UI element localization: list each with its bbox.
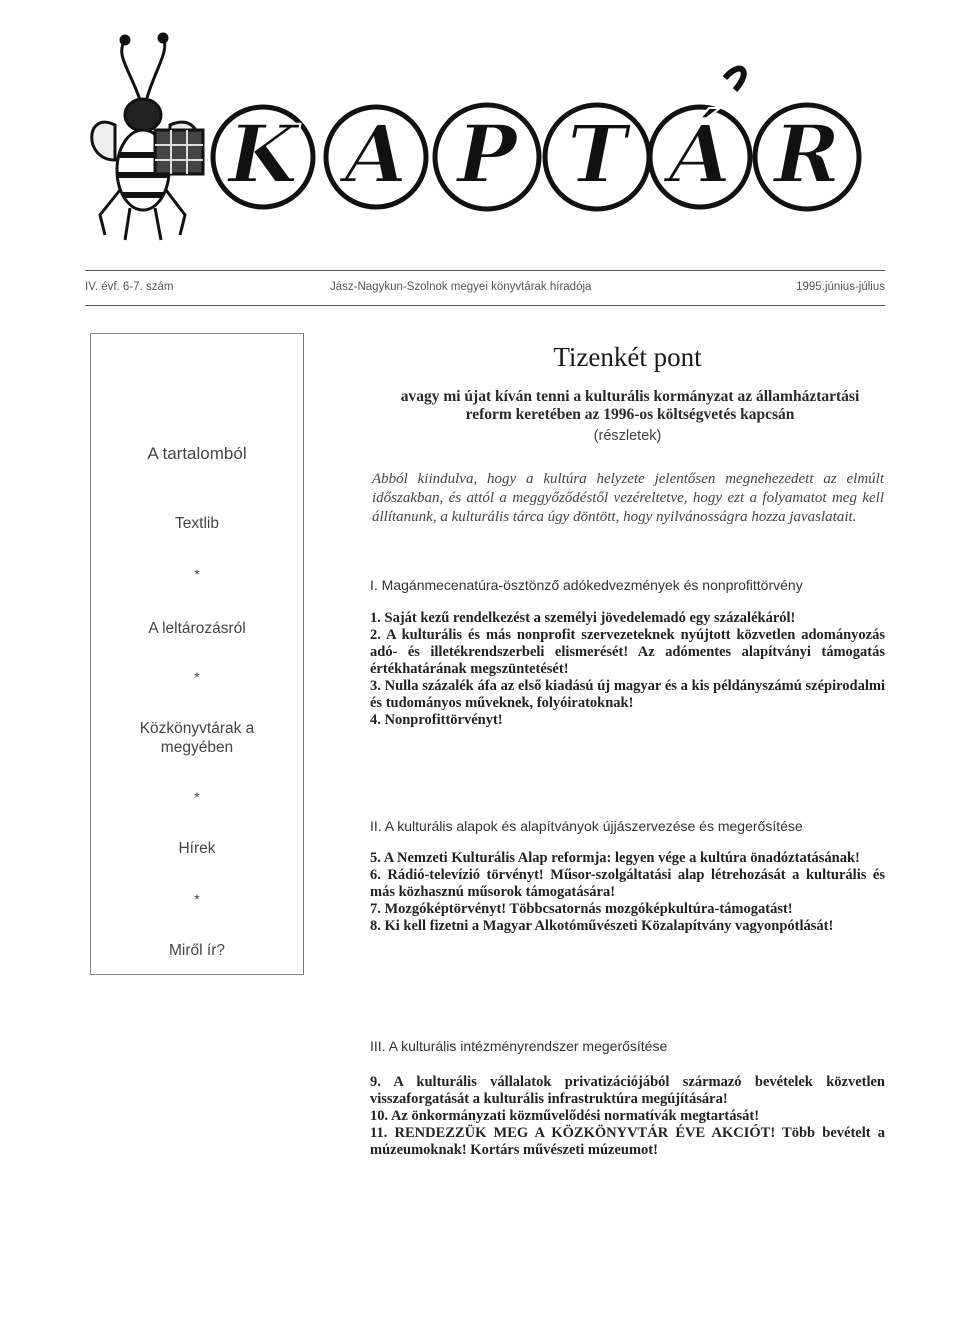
- point-10: 10. Az önkormányzati közművelődési normatívák megtartását!: [370, 1108, 760, 1124]
- article-note: (részletek): [593, 428, 662, 444]
- point-6: 6. Rádió-televízió törvényt! Műsor-szolgáltatási alap létrehozását a kulturális és más közhasznú műsorok támogatására!: [370, 867, 885, 900]
- sidebar-entry-hirek: Hírek: [178, 840, 216, 857]
- masthead-title: [213, 69, 859, 209]
- section-heading-1: I. Magánmecenatúra-ösztönző adókedvezmények és nonprofittörvény: [370, 577, 803, 593]
- masthead-letter-t: [545, 105, 649, 209]
- masthead-letter-p: [435, 105, 539, 209]
- point-9: 9. A kulturális vállalatok privatizációjából származó bevételek közvetlen visszaforgatását a kulturális infrastruktúra megújítására!: [370, 1074, 885, 1107]
- bee-icon: [92, 34, 203, 240]
- svg-text:A: A: [344, 107, 408, 201]
- point-8: 8. Ki kell fizetni a Magyar Alkotóművészeti Közalapítvány vagyonpótlását!: [370, 918, 834, 934]
- contents-sidebar: [90, 333, 304, 975]
- section-points-3: [370, 1074, 885, 1159]
- masthead: [85, 30, 900, 265]
- section-heading-3: III. A kulturális intézményrendszer megerősítése: [370, 1038, 668, 1054]
- svg-text:T: T: [567, 107, 627, 201]
- point-3: 3. Nulla százalék áfa az első kiadású új magyar és a kis példányszámú szépirodalmi és tudományos műveknek, folyóiratoknak!: [370, 678, 885, 711]
- issue-volume: IV. évf. 6-7. szám: [85, 281, 174, 293]
- sidebar-entry-textlib: Textlib: [175, 515, 219, 532]
- issue-line: [85, 281, 885, 299]
- masthead-letter-a-accent: [650, 107, 750, 207]
- sidebar-entry-leltarozas: A leltározásról: [148, 620, 246, 637]
- sidebar-separator: *: [194, 566, 200, 582]
- point-4: 4. Nonprofittörvényt!: [370, 712, 503, 728]
- point-7: 7. Mozgóképtörvényt! Többcsatornás mozgóképkultúra-támogatást!: [370, 901, 793, 917]
- sidebar-separator: *: [194, 891, 200, 907]
- section-heading-2: II. A kulturális alapok és alapítványok újjászervezése és megerősítése: [370, 818, 803, 834]
- point-11: 11. RENDEZZÜK MEG A KÖZKÖNYVTÁR ÉVE AKCIÓT! Több bevételt a múzeumoknak! Kortárs művészeti múzeumot!: [370, 1125, 885, 1158]
- accent-flourish: [725, 69, 744, 90]
- sidebar-entry-mirol-ir: Miről ír?: [169, 942, 225, 959]
- sidebar-entry-kozkonyvtarak: Közkönyvtárak a megyében: [139, 720, 255, 756]
- masthead-letter-k: [213, 107, 313, 207]
- svg-text:Á: Á: [668, 107, 732, 201]
- masthead-art: [85, 30, 900, 265]
- issue-date: 1995.június-július: [796, 281, 885, 293]
- article-headline: Tizenkét pont: [553, 342, 702, 372]
- top-rule: [85, 270, 885, 271]
- article-subtitle: avagy mi újat kíván tenni a kulturális kormányzat az államháztartási reform keretében az 1996-os költségvetés kapcsán: [400, 388, 860, 423]
- point-2: 2. A kulturális és más nonprofit szervezeteknek nyújtott közvetlen adományozás adó- és illetékrendszerbeli elismerését! Az adómentes alapítványi támogatás értékhatárának megszüntetését!: [370, 627, 885, 677]
- svg-text:K: K: [228, 107, 298, 201]
- masthead-letter-r: [755, 105, 859, 209]
- svg-text:P: P: [456, 107, 518, 201]
- point-1: 1. Saját kezű rendelkezést a személyi jövedelemadó egy százalékáról!: [370, 610, 796, 626]
- svg-text:R: R: [773, 107, 841, 201]
- sidebar-title: A tartalomból: [147, 444, 247, 463]
- bottom-rule: [85, 305, 885, 306]
- masthead-letter-a: [326, 107, 426, 207]
- section-points-1: [370, 610, 885, 729]
- section-points-2: [370, 850, 885, 935]
- article-intro: Abból kiindulva, hogy a kultúra helyzete jelentősen megnehezedett az elmúlt időszakban, és attól a meggyőződéstől vezéreltetve, hogy ezt a folyamatot meg kell állítanunk, a kulturális tárca úgy döntött, hogy nyilvánosságra hozza javaslatait.: [372, 471, 884, 525]
- sidebar-separator: *: [194, 669, 200, 685]
- issue-publisher: Jász-Nagykun-Szolnok megyei könyvtárak híradója: [330, 281, 592, 293]
- point-5: 5. A Nemzeti Kulturális Alap reformja: legyen vége a kultúra önadóztatásának!: [370, 850, 860, 866]
- sidebar-separator: *: [194, 789, 200, 805]
